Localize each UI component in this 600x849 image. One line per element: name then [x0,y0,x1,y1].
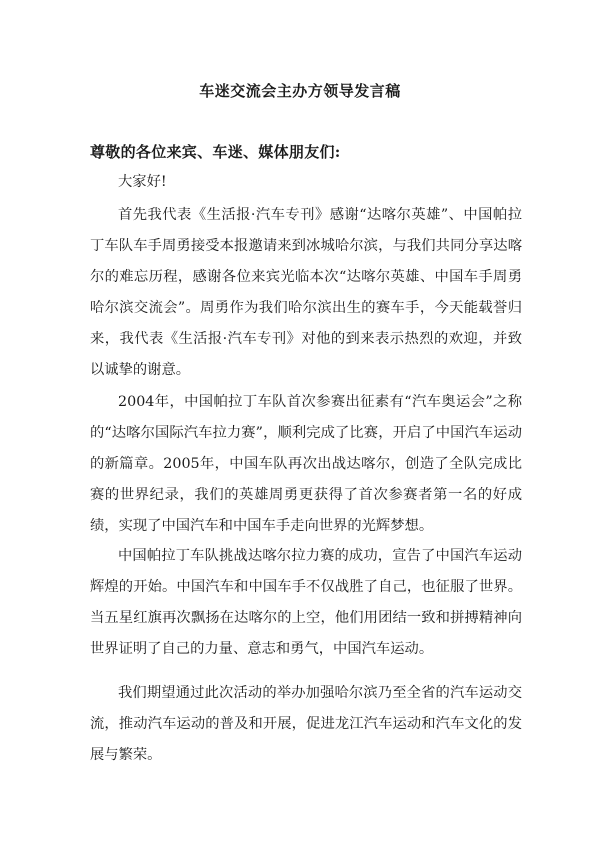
paragraph-4: 我们期望通过此次活动的举办加强哈尔滨乃至全省的汽车运动交流，推动汽车运动的普及和开展，促进龙江汽车运动和汽车文化的发展与繁荣。 [90,685,522,763]
document-title: 车迷交流会主办方领导发言稿 [199,82,401,100]
paragraph-2: 2004年，中国帕拉丁车队首次参赛出征素有“汽车奥运会”之称的“达喀尔国际汽车拉力赛”，顺利完成了比赛，开启了中国汽车运动的新篇章。2005年，中国车队再次出战达喀尔，创造了全队完成比赛的世界纪录，我们的英雄周勇更获得了首次参赛者第一名的好成绩，实现了中国汽车和中国车手走向世界的光辉梦想。 [90,394,522,534]
paragraph-3: 中国帕拉丁车队挑战达喀尔拉力赛的成功，宣告了中国汽车运动辉煌的开始。中国汽车和中国车手不仅战胜了自己，也征服了世界。当五星红旗再次飘扬在达喀尔的上空，他们用团结一致和拼搏精神向世界证明了自己的力量、意志和勇气，中国汽车运动。 [90,548,522,657]
paragraph-1: 首先我代表《生活报·汽车专刊》感谢“达喀尔英雄”、中国帕拉丁车队车手周勇接受本报邀请来到冰城哈尔滨，与我们共同分享达喀尔的难忘历程，感谢各位来宾光临本次“达喀尔英雄、中国车手周勇哈尔滨交流会”。周勇作为我们哈尔滨出生的赛车手，今天能载誉归来，我代表《生活报·汽车专刊》对他的到来表示热烈的欢迎，并致以诚挚的谢意。 [90,207,522,378]
greeting: 大家好! [118,174,167,190]
salutation: 尊敬的各位来宾、车迷、媒体朋友们: [90,143,341,161]
